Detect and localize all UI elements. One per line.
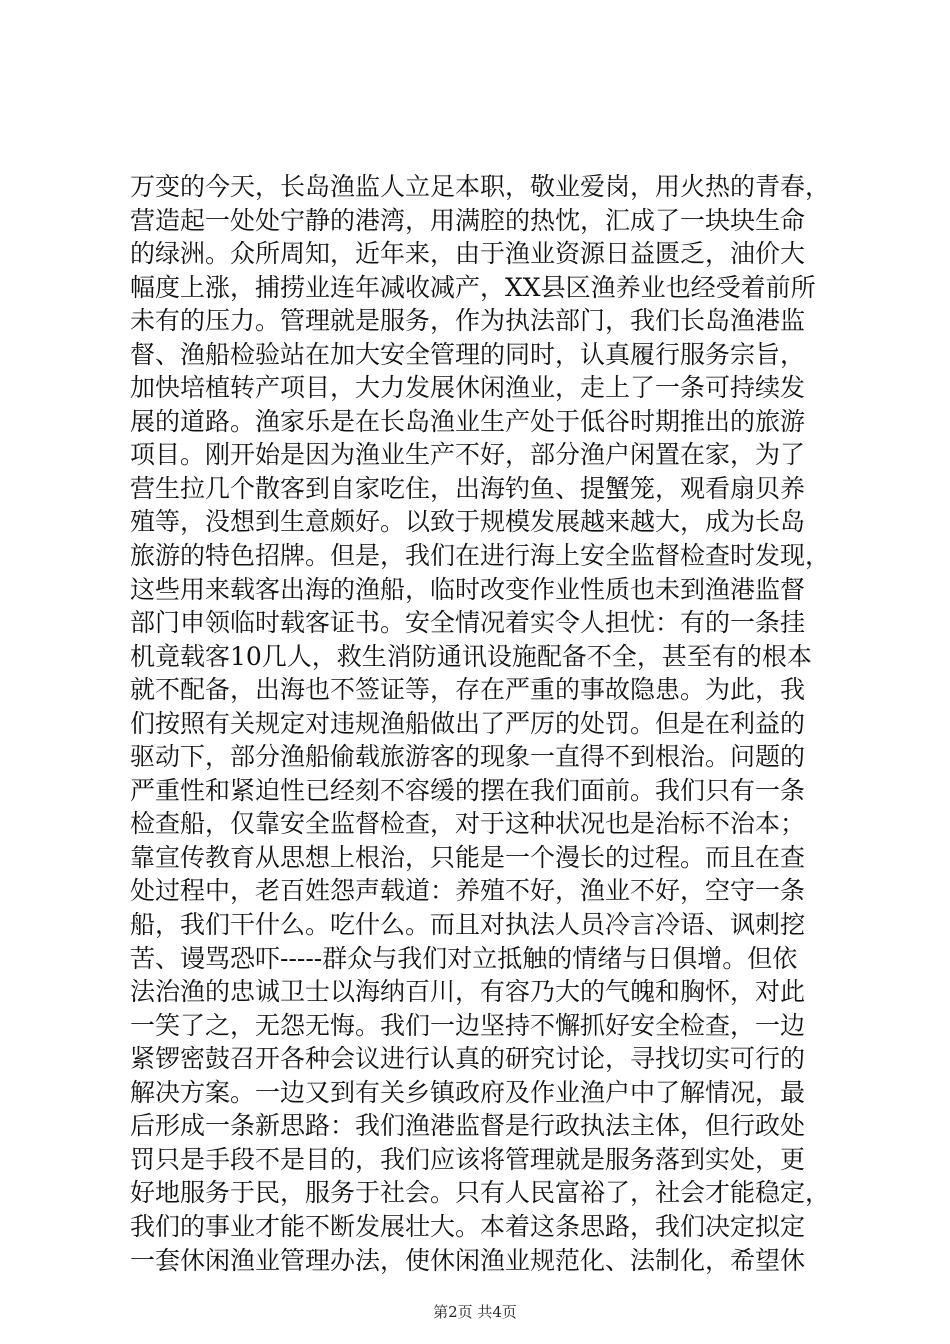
- text-line: 机竟载客10几人，救生消防通讯设施配备不全，甚至有的根本: [130, 641, 812, 671]
- text-line: 展的道路。渔家乐是在长岛渔业生产处于低谷时期推出的旅游: [130, 406, 806, 436]
- text-line: 营造起一处处宁静的港湾，用满腔的热忱，汇成了一块块生命: [130, 205, 806, 235]
- text-line: 一套休闲渔业管理办法，使休闲渔业规范化、法制化，希望休: [130, 1245, 806, 1275]
- text-line: 未有的压力。管理就是服务，作为执法部门，我们长岛渔港监: [130, 306, 806, 336]
- text-line: 紧锣密鼓召开各种会议进行认真的研究讨论，寻找切实可行的: [130, 1044, 806, 1074]
- text-line: 殖等，没想到生意颇好。以致于规模发展越来越大，成为长岛: [130, 507, 806, 537]
- text-line: 万变的今天，长岛渔监人立足本职，敬业爱岗，用火热的青春，: [130, 172, 830, 201]
- text-line: 加快培植转产项目，大力发展休闲渔业，走上了一条可持续发: [130, 373, 806, 403]
- text-line: 处过程中，老百姓怨声载道：养殖不好，渔业不好，空守一条: [130, 876, 806, 906]
- text-line: 就不配备，出海也不签证等，存在严重的事故隐患。为此，我: [130, 675, 806, 705]
- text-line: 这些用来载客出海的渔船，临时改变作业性质也未到渔港监督: [130, 574, 806, 604]
- text-line: 严重性和紧迫性已经刻不容缓的摆在我们面前。我们只有一条: [130, 775, 806, 805]
- text-line: 的绿洲。众所周知，近年来，由于渔业资源日益匮乏，油价大: [130, 239, 806, 269]
- text-line: 检查船，仅靠安全监督检查，对于这种状况也是治标不治本；: [130, 809, 806, 839]
- text-line: 好地服务于民，服务于社会。只有人民富裕了，社会才能稳定，: [130, 1178, 830, 1208]
- page-footer: 第2页 共4页: [433, 1303, 517, 1321]
- text-line: 后形成一条新思路：我们渔港监督是行政执法主体，但行政处: [130, 1111, 806, 1141]
- text-line: 罚只是手段不是目的，我们应该将管理就是服务落到实处，更: [130, 1144, 806, 1174]
- text-line: 幅度上涨，捕捞业连年减收减产，XX县区渔养业也经受着前所: [130, 272, 816, 302]
- text-line: 解决方案。一边又到有关乡镇政府及作业渔户中了解情况，最: [130, 1077, 806, 1107]
- text-line: 们按照有关规定对违规渔船做出了严厉的处罚。但是在利益的: [130, 708, 806, 738]
- text-line: 旅游的特色招牌。但是，我们在进行海上安全监督检查时发现，: [130, 541, 830, 571]
- text-line: 一笑了之，无怨无悔。我们一边坚持不懈抓好安全检查，一边: [130, 1010, 806, 1040]
- text-line: 驱动下，部分渔船偷载旅游客的现象一直得不到根治。问题的: [130, 742, 806, 772]
- text-line: 法治渔的忠诚卫士以海纳百川，有容乃大的气魄和胸怀，对此: [130, 977, 806, 1007]
- body-paragraph: [130, 170, 830, 1277]
- text-line: 靠宣传教育从思想上根治，只能是一个漫长的过程。而且在查: [130, 842, 806, 872]
- text-line: 苦、谩骂恐吓-----群众与我们对立抵触的情绪与日俱增。但依: [130, 943, 798, 973]
- text-line: 我们的事业才能不断发展壮大。本着这条思路，我们决定拟定: [130, 1211, 806, 1241]
- text-line: 督、渔船检验站在加大安全管理的同时，认真履行服务宗旨，: [130, 339, 806, 369]
- text-line: 船，我们干什么。吃什么。而且对执法人员冷言冷语、讽刺挖: [130, 910, 806, 940]
- text-line: 部门申领临时载客证书。安全情况着实令人担忧：有的一条挂: [130, 608, 806, 638]
- text-line: 营生拉几个散客到自家吃住，出海钓鱼、提蟹笼，观看扇贝养: [130, 473, 806, 503]
- text-line: 项目。刚开始是因为渔业生产不好，部分渔户闲置在家，为了: [130, 440, 806, 470]
